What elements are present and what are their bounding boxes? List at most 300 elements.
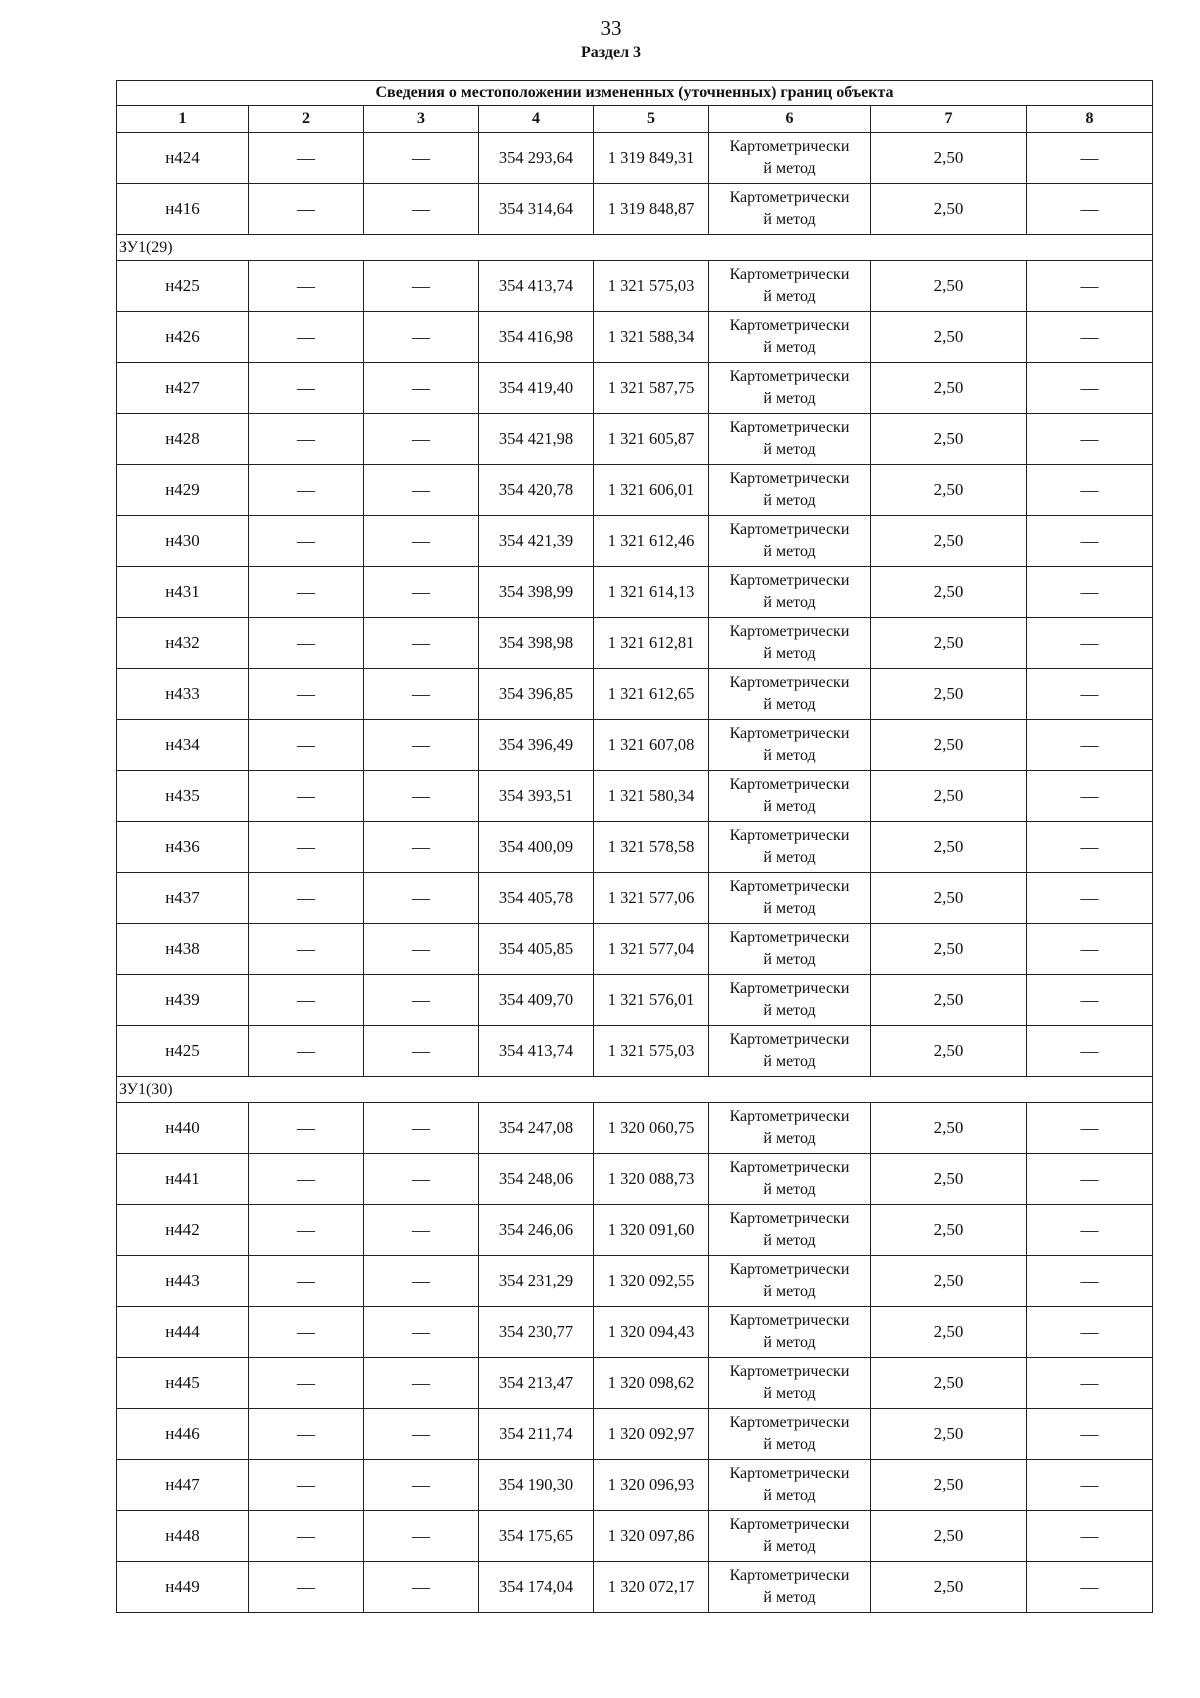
method-cell: [709, 184, 871, 235]
column-3-cell: —: [364, 1511, 479, 1562]
column-number: 4: [479, 106, 594, 133]
x-coordinate-cell: 354 231,29: [479, 1256, 594, 1307]
method-text-line: й метод: [763, 1283, 816, 1300]
accuracy-cell: 2,50: [871, 567, 1027, 618]
y-coordinate-cell: 1 321 607,08: [594, 720, 709, 771]
column-3-cell: —: [364, 261, 479, 312]
table-row: [117, 1026, 1153, 1077]
method-cell: [709, 1562, 871, 1613]
method-cell: [709, 1511, 871, 1562]
group-label: ЗУ1(30): [117, 1077, 1153, 1103]
column-8-cell: —: [1027, 1154, 1153, 1205]
column-2-cell: —: [249, 873, 364, 924]
column-3-cell: —: [364, 873, 479, 924]
table-row: [117, 1307, 1153, 1358]
method-text-line: Картометрически: [729, 266, 850, 283]
column-8-cell: —: [1027, 1511, 1153, 1562]
table-row: [117, 975, 1153, 1026]
column-8-cell: —: [1027, 1460, 1153, 1511]
method-text-line: й метод: [763, 1002, 816, 1019]
column-8-cell: —: [1027, 1409, 1153, 1460]
column-8-cell: —: [1027, 822, 1153, 873]
y-coordinate-cell: 1 320 096,93: [594, 1460, 709, 1511]
method-cell: [709, 975, 871, 1026]
method-cell: [709, 1358, 871, 1409]
y-coordinate-cell: 1 321 576,01: [594, 975, 709, 1026]
method-text-line: й метод: [763, 160, 816, 177]
point-id-cell: н427: [117, 363, 249, 414]
column-8-cell: —: [1027, 1358, 1153, 1409]
table-row: [117, 924, 1153, 975]
x-coordinate-cell: 354 396,85: [479, 669, 594, 720]
method-text-line: Картометрически: [729, 674, 850, 691]
x-coordinate-cell: 354 400,09: [479, 822, 594, 873]
column-2-cell: —: [249, 1154, 364, 1205]
x-coordinate-cell: 354 398,99: [479, 567, 594, 618]
accuracy-cell: 2,50: [871, 516, 1027, 567]
table-row: [117, 618, 1153, 669]
point-id-cell: н435: [117, 771, 249, 822]
y-coordinate-cell: 1 321 612,81: [594, 618, 709, 669]
method-text-line: Картометрически: [729, 419, 850, 436]
point-id-cell: н440: [117, 1103, 249, 1154]
column-3-cell: —: [364, 1358, 479, 1409]
x-coordinate-cell: 354 174,04: [479, 1562, 594, 1613]
column-8-cell: —: [1027, 873, 1153, 924]
column-3-cell: —: [364, 567, 479, 618]
column-3-cell: —: [364, 1026, 479, 1077]
method-text-line: Картометрически: [729, 470, 850, 487]
y-coordinate-cell: 1 319 849,31: [594, 133, 709, 184]
method-text-line: й метод: [763, 696, 816, 713]
accuracy-cell: 2,50: [871, 184, 1027, 235]
table-row: [117, 822, 1153, 873]
y-coordinate-cell: 1 321 612,65: [594, 669, 709, 720]
method-cell: [709, 669, 871, 720]
column-2-cell: —: [249, 720, 364, 771]
y-coordinate-cell: 1 321 606,01: [594, 465, 709, 516]
point-id-cell: н438: [117, 924, 249, 975]
column-3-cell: —: [364, 1256, 479, 1307]
method-text-line: Картометрически: [729, 1159, 850, 1176]
method-cell: [709, 1307, 871, 1358]
y-coordinate-cell: 1 320 098,62: [594, 1358, 709, 1409]
y-coordinate-cell: 1 321 575,03: [594, 261, 709, 312]
column-8-cell: —: [1027, 261, 1153, 312]
accuracy-cell: 2,50: [871, 975, 1027, 1026]
column-3-cell: —: [364, 924, 479, 975]
method-text-line: й метод: [763, 339, 816, 356]
x-coordinate-cell: 354 413,74: [479, 261, 594, 312]
method-text-line: й метод: [763, 390, 816, 407]
column-number: 8: [1027, 106, 1153, 133]
point-id-cell: н424: [117, 133, 249, 184]
method-text-line: Картометрически: [729, 572, 850, 589]
table-row: [117, 771, 1153, 822]
column-2-cell: —: [249, 465, 364, 516]
column-3-cell: —: [364, 1562, 479, 1613]
accuracy-cell: 2,50: [871, 873, 1027, 924]
column-3-cell: —: [364, 133, 479, 184]
x-coordinate-cell: 354 393,51: [479, 771, 594, 822]
table-row: [117, 720, 1153, 771]
column-3-cell: —: [364, 771, 479, 822]
y-coordinate-cell: 1 319 848,87: [594, 184, 709, 235]
method-text-line: Картометрически: [729, 1108, 850, 1125]
table-row: [117, 567, 1153, 618]
column-number: 7: [871, 106, 1027, 133]
column-3-cell: —: [364, 465, 479, 516]
column-8-cell: —: [1027, 363, 1153, 414]
method-cell: [709, 924, 871, 975]
column-number: 5: [594, 106, 709, 133]
column-8-cell: —: [1027, 312, 1153, 363]
method-text-line: й метод: [763, 747, 816, 764]
y-coordinate-cell: 1 321 575,03: [594, 1026, 709, 1077]
column-number: 6: [709, 106, 871, 133]
table-row: [117, 414, 1153, 465]
column-3-cell: —: [364, 669, 479, 720]
point-id-cell: н445: [117, 1358, 249, 1409]
y-coordinate-cell: 1 320 097,86: [594, 1511, 709, 1562]
x-coordinate-cell: 354 413,74: [479, 1026, 594, 1077]
method-text-line: Картометрически: [729, 189, 850, 206]
column-2-cell: —: [249, 771, 364, 822]
y-coordinate-cell: 1 321 578,58: [594, 822, 709, 873]
column-8-cell: —: [1027, 133, 1153, 184]
accuracy-cell: 2,50: [871, 1103, 1027, 1154]
method-cell: [709, 771, 871, 822]
y-coordinate-cell: 1 321 612,46: [594, 516, 709, 567]
column-3-cell: —: [364, 1205, 479, 1256]
method-cell: [709, 618, 871, 669]
point-id-cell: н426: [117, 312, 249, 363]
accuracy-cell: 2,50: [871, 1409, 1027, 1460]
table-row: [117, 465, 1153, 516]
column-3-cell: —: [364, 1154, 479, 1205]
column-8-cell: —: [1027, 1562, 1153, 1613]
method-text-line: Картометрически: [729, 1031, 850, 1048]
column-2-cell: —: [249, 133, 364, 184]
accuracy-cell: 2,50: [871, 822, 1027, 873]
method-text-line: й метод: [763, 900, 816, 917]
accuracy-cell: 2,50: [871, 261, 1027, 312]
x-coordinate-cell: 354 396,49: [479, 720, 594, 771]
method-cell: [709, 363, 871, 414]
column-3-cell: —: [364, 184, 479, 235]
method-text-line: й метод: [763, 951, 816, 968]
method-text-line: Картометрически: [729, 1414, 850, 1431]
point-id-cell: н442: [117, 1205, 249, 1256]
column-2-cell: —: [249, 1256, 364, 1307]
method-cell: [709, 261, 871, 312]
column-2-cell: —: [249, 1026, 364, 1077]
method-text-line: Картометрически: [729, 1465, 850, 1482]
column-3-cell: —: [364, 822, 479, 873]
accuracy-cell: 2,50: [871, 414, 1027, 465]
column-3-cell: —: [364, 1460, 479, 1511]
column-8-cell: —: [1027, 184, 1153, 235]
method-text-line: Картометрически: [729, 1516, 850, 1533]
method-cell: [709, 1460, 871, 1511]
y-coordinate-cell: 1 320 094,43: [594, 1307, 709, 1358]
column-8-cell: —: [1027, 975, 1153, 1026]
column-2-cell: —: [249, 822, 364, 873]
method-text-line: й метод: [763, 1334, 816, 1351]
accuracy-cell: 2,50: [871, 1026, 1027, 1077]
point-id-cell: н439: [117, 975, 249, 1026]
x-coordinate-cell: 354 247,08: [479, 1103, 594, 1154]
column-8-cell: —: [1027, 1026, 1153, 1077]
column-2-cell: —: [249, 975, 364, 1026]
point-id-cell: н425: [117, 261, 249, 312]
column-8-cell: —: [1027, 414, 1153, 465]
column-2-cell: —: [249, 669, 364, 720]
table-row: [117, 1103, 1153, 1154]
accuracy-cell: 2,50: [871, 1307, 1027, 1358]
method-text-line: й метод: [763, 1385, 816, 1402]
method-text-line: й метод: [763, 645, 816, 662]
x-coordinate-cell: 354 421,98: [479, 414, 594, 465]
method-cell: [709, 567, 871, 618]
method-text-line: й метод: [763, 1589, 816, 1606]
method-text-line: й метод: [763, 1053, 816, 1070]
table-row: [117, 133, 1153, 184]
accuracy-cell: 2,50: [871, 1256, 1027, 1307]
accuracy-cell: 2,50: [871, 618, 1027, 669]
column-3-cell: —: [364, 312, 479, 363]
y-coordinate-cell: 1 321 587,75: [594, 363, 709, 414]
table-caption: Сведения о местоположении измененных (уточненных) границ объекта: [117, 81, 1153, 106]
accuracy-cell: 2,50: [871, 1562, 1027, 1613]
accuracy-cell: 2,50: [871, 1460, 1027, 1511]
method-text-line: Картометрически: [729, 1210, 850, 1227]
table-row: [117, 1460, 1153, 1511]
table-row: [117, 1511, 1153, 1562]
point-id-cell: н448: [117, 1511, 249, 1562]
column-3-cell: —: [364, 1307, 479, 1358]
accuracy-cell: 2,50: [871, 133, 1027, 184]
column-3-cell: —: [364, 618, 479, 669]
column-2-cell: —: [249, 1205, 364, 1256]
method-text-line: й метод: [763, 1487, 816, 1504]
column-3-cell: —: [364, 516, 479, 567]
column-2-cell: —: [249, 924, 364, 975]
accuracy-cell: 2,50: [871, 1205, 1027, 1256]
table-row: [117, 1154, 1153, 1205]
column-2-cell: —: [249, 618, 364, 669]
column-2-cell: —: [249, 184, 364, 235]
column-3-cell: —: [364, 1409, 479, 1460]
accuracy-cell: 2,50: [871, 771, 1027, 822]
y-coordinate-cell: 1 320 060,75: [594, 1103, 709, 1154]
table-row: [117, 1358, 1153, 1409]
method-text-line: Картометрически: [729, 776, 850, 793]
boundary-coordinates-table: [116, 80, 1153, 1613]
column-8-cell: —: [1027, 924, 1153, 975]
point-id-cell: н446: [117, 1409, 249, 1460]
point-id-cell: н441: [117, 1154, 249, 1205]
column-number-row: [117, 106, 1153, 133]
method-cell: [709, 1256, 871, 1307]
table-caption-row: [117, 81, 1153, 106]
column-2-cell: —: [249, 1409, 364, 1460]
column-2-cell: —: [249, 261, 364, 312]
column-number: 3: [364, 106, 479, 133]
table-row: [117, 669, 1153, 720]
point-id-cell: н443: [117, 1256, 249, 1307]
method-text-line: й метод: [763, 288, 816, 305]
method-text-line: й метод: [763, 211, 816, 228]
y-coordinate-cell: 1 321 605,87: [594, 414, 709, 465]
accuracy-cell: 2,50: [871, 924, 1027, 975]
y-coordinate-cell: 1 320 092,97: [594, 1409, 709, 1460]
group-header-row: [117, 1077, 1153, 1103]
column-2-cell: —: [249, 567, 364, 618]
point-id-cell: н429: [117, 465, 249, 516]
column-8-cell: —: [1027, 618, 1153, 669]
point-id-cell: н425: [117, 1026, 249, 1077]
method-text-line: Картометрически: [729, 725, 850, 742]
method-text-line: й метод: [763, 798, 816, 815]
point-id-cell: н431: [117, 567, 249, 618]
column-2-cell: —: [249, 1562, 364, 1613]
method-cell: [709, 1103, 871, 1154]
method-cell: [709, 516, 871, 567]
method-text-line: Картометрически: [729, 929, 850, 946]
accuracy-cell: 2,50: [871, 669, 1027, 720]
method-text-line: й метод: [763, 1181, 816, 1198]
x-coordinate-cell: 354 248,06: [479, 1154, 594, 1205]
column-2-cell: —: [249, 414, 364, 465]
method-text-line: й метод: [763, 1436, 816, 1453]
method-cell: [709, 414, 871, 465]
point-id-cell: н449: [117, 1562, 249, 1613]
y-coordinate-cell: 1 321 580,34: [594, 771, 709, 822]
column-8-cell: —: [1027, 1103, 1153, 1154]
x-coordinate-cell: 354 175,65: [479, 1511, 594, 1562]
table-body: [117, 133, 1153, 1613]
method-text-line: й метод: [763, 543, 816, 560]
y-coordinate-cell: 1 321 577,06: [594, 873, 709, 924]
method-text-line: Картометрически: [729, 827, 850, 844]
column-2-cell: —: [249, 1103, 364, 1154]
column-2-cell: —: [249, 1460, 364, 1511]
method-cell: [709, 873, 871, 924]
method-cell: [709, 1409, 871, 1460]
accuracy-cell: 2,50: [871, 1154, 1027, 1205]
point-id-cell: н416: [117, 184, 249, 235]
method-text-line: Картометрически: [729, 521, 850, 538]
y-coordinate-cell: 1 320 091,60: [594, 1205, 709, 1256]
method-text-line: Картометрически: [729, 623, 850, 640]
table-row: [117, 1409, 1153, 1460]
method-text-line: Картометрически: [729, 1261, 850, 1278]
method-text-line: Картометрически: [729, 1312, 850, 1329]
method-cell: [709, 312, 871, 363]
point-id-cell: н444: [117, 1307, 249, 1358]
point-id-cell: н437: [117, 873, 249, 924]
x-coordinate-cell: 354 405,78: [479, 873, 594, 924]
x-coordinate-cell: 354 293,64: [479, 133, 594, 184]
x-coordinate-cell: 354 420,78: [479, 465, 594, 516]
column-8-cell: —: [1027, 720, 1153, 771]
column-8-cell: —: [1027, 1256, 1153, 1307]
point-id-cell: н436: [117, 822, 249, 873]
method-text-line: Картометрически: [729, 1567, 850, 1584]
table-row: [117, 312, 1153, 363]
method-cell: [709, 1026, 871, 1077]
accuracy-cell: 2,50: [871, 1358, 1027, 1409]
column-8-cell: —: [1027, 771, 1153, 822]
method-cell: [709, 133, 871, 184]
table-row: [117, 184, 1153, 235]
column-8-cell: —: [1027, 465, 1153, 516]
group-label: ЗУ1(29): [117, 235, 1153, 261]
column-3-cell: —: [364, 414, 479, 465]
method-text-line: Картометрически: [729, 878, 850, 895]
method-text-line: й метод: [763, 849, 816, 866]
column-number: 1: [117, 106, 249, 133]
column-3-cell: —: [364, 975, 479, 1026]
x-coordinate-cell: 354 211,74: [479, 1409, 594, 1460]
group-header-row: [117, 235, 1153, 261]
method-text-line: Картометрически: [729, 1363, 850, 1380]
x-coordinate-cell: 354 398,98: [479, 618, 594, 669]
column-8-cell: —: [1027, 1205, 1153, 1256]
table-row: [117, 1562, 1153, 1613]
column-8-cell: —: [1027, 669, 1153, 720]
table-row: [117, 1256, 1153, 1307]
table-row: [117, 363, 1153, 414]
x-coordinate-cell: 354 416,98: [479, 312, 594, 363]
column-3-cell: —: [364, 720, 479, 771]
x-coordinate-cell: 354 190,30: [479, 1460, 594, 1511]
y-coordinate-cell: 1 320 088,73: [594, 1154, 709, 1205]
section-title: Раздел 3: [580, 44, 642, 61]
method-text-line: Картометрически: [729, 980, 850, 997]
point-id-cell: н447: [117, 1460, 249, 1511]
column-2-cell: —: [249, 363, 364, 414]
method-cell: [709, 465, 871, 516]
page-number: 33: [600, 16, 622, 40]
column-2-cell: —: [249, 1358, 364, 1409]
method-text-line: й метод: [763, 1130, 816, 1147]
x-coordinate-cell: 354 230,77: [479, 1307, 594, 1358]
accuracy-cell: 2,50: [871, 1511, 1027, 1562]
method-cell: [709, 1205, 871, 1256]
point-id-cell: н428: [117, 414, 249, 465]
accuracy-cell: 2,50: [871, 465, 1027, 516]
column-3-cell: —: [364, 363, 479, 414]
accuracy-cell: 2,50: [871, 720, 1027, 771]
x-coordinate-cell: 354 419,40: [479, 363, 594, 414]
point-id-cell: н433: [117, 669, 249, 720]
x-coordinate-cell: 354 314,64: [479, 184, 594, 235]
x-coordinate-cell: 354 213,47: [479, 1358, 594, 1409]
y-coordinate-cell: 1 321 614,13: [594, 567, 709, 618]
column-2-cell: —: [249, 1307, 364, 1358]
x-coordinate-cell: 354 409,70: [479, 975, 594, 1026]
method-text-line: й метод: [763, 1232, 816, 1249]
accuracy-cell: 2,50: [871, 363, 1027, 414]
table-row: [117, 1205, 1153, 1256]
method-cell: [709, 1154, 871, 1205]
method-text-line: й метод: [763, 1538, 816, 1555]
method-text-line: Картометрически: [729, 368, 850, 385]
method-text-line: й метод: [763, 441, 816, 458]
y-coordinate-cell: 1 320 092,55: [594, 1256, 709, 1307]
